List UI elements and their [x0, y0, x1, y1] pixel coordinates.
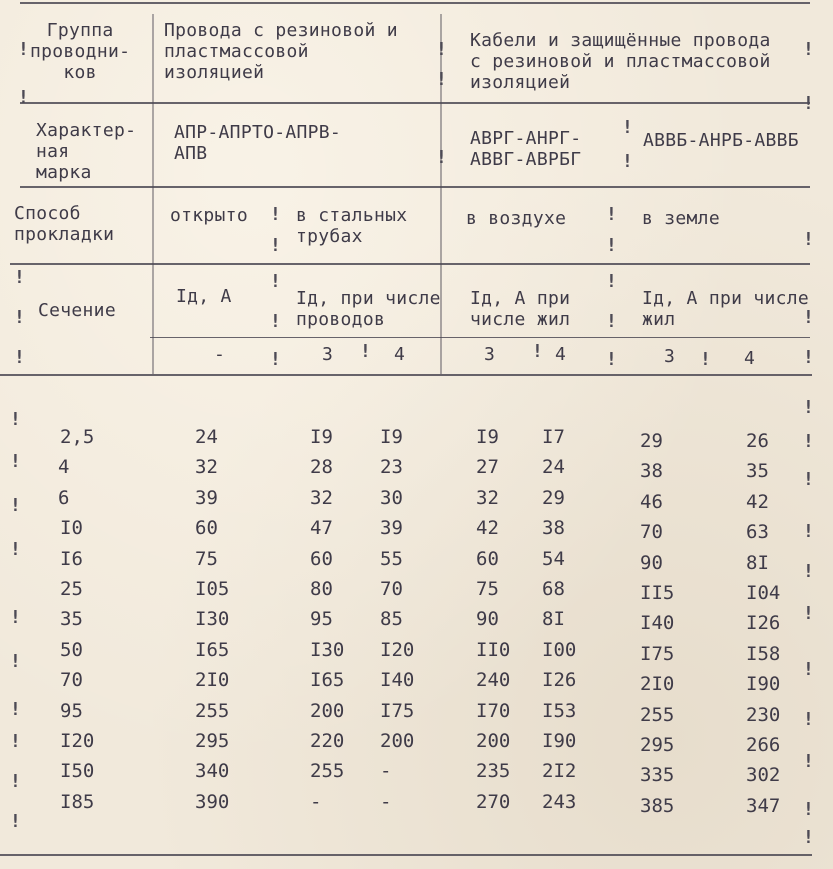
cell-ground-3: I40 — [640, 612, 675, 634]
mark: ! — [436, 69, 447, 90]
sub-header-air-4: 4 — [555, 344, 567, 365]
cell-pipes-3: 220 — [310, 730, 345, 752]
sub-header-ground-3: 3 — [664, 346, 676, 367]
mark: ! — [10, 651, 21, 672]
mark: ! — [803, 347, 814, 368]
method-open: открыто — [170, 205, 248, 226]
cell-ground-4: 8I — [746, 552, 769, 574]
cell-pipes-4: I75 — [380, 700, 415, 722]
rule-after-method — [10, 263, 810, 265]
cell-air-4: 29 — [542, 487, 565, 509]
mark: ! — [606, 235, 617, 256]
cell-pipes-3: I65 — [310, 669, 345, 691]
mark: ! — [10, 811, 21, 832]
cell-ground-3: 70 — [640, 521, 663, 543]
sub-header-air-3: 3 — [484, 344, 496, 365]
mark: ! — [700, 349, 711, 370]
group-cables: Кабели и защищённые провода с резиновой и пластмассовой изоляцией — [470, 30, 771, 93]
sub-header-pipes-4: 4 — [394, 344, 406, 365]
cell-open: 60 — [195, 517, 218, 539]
mark: ! — [803, 307, 814, 328]
cell-section: I85 — [60, 791, 95, 813]
cell-ground-3: 29 — [640, 430, 663, 452]
cell-open: I30 — [195, 608, 230, 630]
cell-air-3: 90 — [476, 608, 499, 630]
cell-pipes-4: I9 — [380, 426, 403, 448]
mark: ! — [803, 751, 814, 772]
brand-cables-air: АВРГ-АНРГ- АВВГ-АВРБГ — [470, 128, 582, 170]
cell-air-3: 235 — [476, 760, 511, 782]
cell-section: I20 — [60, 730, 95, 752]
sub-header-ground-4: 4 — [744, 348, 756, 369]
cell-open: 390 — [195, 791, 230, 813]
mark: ! — [803, 521, 814, 542]
mark: ! — [622, 117, 633, 138]
cell-air-4: I90 — [542, 730, 577, 752]
cell-ground-3: I75 — [640, 643, 675, 665]
cell-pipes-3: 28 — [310, 456, 333, 478]
cell-section: I50 — [60, 760, 95, 782]
cell-pipes-4: 23 — [380, 456, 403, 478]
col-open-header: Iд, A — [176, 286, 232, 307]
group-label: Группа проводни- ков — [30, 20, 131, 83]
col-air-header: Iд, A при числе жил — [470, 288, 571, 330]
cell-pipes-4: 30 — [380, 487, 403, 509]
cell-section: I0 — [60, 517, 83, 539]
cell-air-3: 240 — [476, 669, 511, 691]
cell-section: 6 — [58, 487, 70, 509]
cell-open: 32 — [195, 456, 218, 478]
mark: ! — [270, 204, 281, 225]
method-pipes: в стальных трубах — [296, 205, 408, 247]
cell-section: I6 — [60, 548, 83, 570]
cell-air-3: 270 — [476, 791, 511, 813]
cell-ground-4: 347 — [746, 795, 781, 817]
sub-header-pipes-3: 3 — [322, 344, 334, 365]
cell-pipes-4: I40 — [380, 669, 415, 691]
method-ground: в земле — [642, 208, 720, 229]
mark: ! — [606, 271, 617, 292]
cell-section: 4 — [58, 456, 70, 478]
cell-air-3: I70 — [476, 700, 511, 722]
rule-bottom — [0, 854, 812, 856]
rule-top — [20, 2, 810, 4]
cell-pipes-3: 32 — [310, 487, 333, 509]
cell-pipes-4: 39 — [380, 517, 403, 539]
mark: ! — [14, 307, 25, 328]
cell-air-4: 24 — [542, 456, 565, 478]
mark: ! — [270, 311, 281, 332]
mark: ! — [436, 147, 447, 168]
cell-air-4: I00 — [542, 639, 577, 661]
cell-ground-3: II5 — [640, 582, 675, 604]
cell-air-4: I53 — [542, 700, 577, 722]
cell-pipes-4: 85 — [380, 608, 403, 630]
mark: ! — [14, 267, 25, 288]
mark: ! — [360, 341, 371, 362]
cell-pipes-3: 60 — [310, 548, 333, 570]
mark: ! — [10, 451, 21, 472]
cell-pipes-3: 80 — [310, 578, 333, 600]
cell-pipes-4: - — [380, 760, 392, 782]
mark: ! — [532, 341, 543, 362]
cell-pipes-4: 200 — [380, 730, 415, 752]
col-pipes-header: Iд, при числе проводов — [296, 288, 441, 330]
cell-air-4: 8I — [542, 608, 565, 630]
cell-open: 24 — [195, 426, 218, 448]
mark: ! — [10, 607, 21, 628]
cell-ground-3: 335 — [640, 764, 675, 786]
cell-ground-3: 2I0 — [640, 673, 675, 695]
mark: ! — [803, 799, 814, 820]
mark: ! — [803, 603, 814, 624]
cell-air-3: 75 — [476, 578, 499, 600]
group-wires: Провода с резиновой и пластмассовой изоляцией — [164, 20, 398, 83]
cell-pipes-3: I30 — [310, 639, 345, 661]
mark: ! — [436, 39, 447, 60]
cell-ground-4: 302 — [746, 764, 781, 786]
mark: ! — [10, 699, 21, 720]
mark: ! — [803, 827, 814, 848]
cell-ground-4: 63 — [746, 521, 769, 543]
cell-pipes-4: 70 — [380, 578, 403, 600]
cell-pipes-3: 255 — [310, 760, 345, 782]
cell-air-3: 42 — [476, 517, 499, 539]
cell-open: 340 — [195, 760, 230, 782]
mark: ! — [10, 731, 21, 752]
cell-section: 95 — [60, 700, 83, 722]
mark: ! — [14, 347, 25, 368]
cell-ground-4: I26 — [746, 612, 781, 634]
method-air: в воздухе — [466, 208, 567, 229]
mark: ! — [803, 397, 814, 418]
cell-section: 35 — [60, 608, 83, 630]
cell-pipes-3: 47 — [310, 517, 333, 539]
cell-open: I05 — [195, 578, 230, 600]
cell-ground-3: 90 — [640, 552, 663, 574]
cell-ground-3: 295 — [640, 734, 675, 756]
mark: ! — [606, 311, 617, 332]
cell-ground-3: 385 — [640, 795, 675, 817]
mark: ! — [270, 271, 281, 292]
cell-ground-3: 255 — [640, 704, 675, 726]
cell-ground-4: 266 — [746, 734, 781, 756]
cell-air-4: 54 — [542, 548, 565, 570]
rule-after-brand — [20, 186, 810, 188]
col-divider-1 — [152, 14, 154, 374]
section-label: Сечение — [38, 300, 116, 321]
cell-ground-4: 35 — [746, 460, 769, 482]
cell-air-3: 27 — [476, 456, 499, 478]
brand-wires: АПР-АПРТО-АПРВ- АПВ — [174, 122, 342, 164]
cell-air-3: 60 — [476, 548, 499, 570]
cell-air-4: 68 — [542, 578, 565, 600]
cell-air-4: I7 — [542, 426, 565, 448]
mark: ! — [803, 93, 814, 114]
cell-section: 25 — [60, 578, 83, 600]
mark: ! — [803, 709, 814, 730]
mark: ! — [606, 204, 617, 225]
cell-open: 295 — [195, 730, 230, 752]
cell-pipes-3: I9 — [310, 426, 333, 448]
rule-after-current-header — [150, 337, 810, 338]
cell-ground-3: 38 — [640, 460, 663, 482]
cell-section: 2,5 — [60, 426, 95, 448]
mark: ! — [606, 349, 617, 370]
cell-pipes-3: - — [310, 791, 322, 813]
cell-ground-3: 46 — [640, 491, 663, 513]
mark: ! — [270, 349, 281, 370]
mark: ! — [622, 151, 633, 172]
cell-open: 39 — [195, 487, 218, 509]
mark: ! — [10, 409, 21, 430]
sub-header-dash: - — [214, 344, 226, 365]
cell-air-4: 38 — [542, 517, 565, 539]
cell-pipes-4: 55 — [380, 548, 403, 570]
cell-pipes-4: I20 — [380, 639, 415, 661]
cell-ground-4: 42 — [746, 491, 769, 513]
cell-section: 70 — [60, 669, 83, 691]
method-label: Способ прокладки — [14, 203, 115, 245]
mark: ! — [270, 235, 281, 256]
cell-open: 255 — [195, 700, 230, 722]
cell-ground-4: I04 — [746, 582, 781, 604]
mark: ! — [10, 771, 21, 792]
cell-pipes-3: 200 — [310, 700, 345, 722]
col-ground-header: Iд, A при числе жил — [642, 288, 810, 330]
cell-ground-4: 230 — [746, 704, 781, 726]
rule-after-header — [0, 374, 812, 376]
cell-pipes-3: 95 — [310, 608, 333, 630]
cell-open: 2I0 — [195, 669, 230, 691]
mark: ! — [803, 229, 814, 250]
rule-after-group — [20, 102, 810, 104]
cell-air-4: 2I2 — [542, 760, 577, 782]
cell-air-3: II0 — [476, 639, 511, 661]
mark: ! — [803, 431, 814, 452]
brand-cables-ground: АВВБ-АНРБ-АВВБ — [643, 130, 799, 151]
cell-ground-4: 26 — [746, 430, 769, 452]
mark: ! — [18, 87, 29, 108]
brand-label: Характер- ная марка — [36, 120, 137, 183]
cell-pipes-4: - — [380, 791, 392, 813]
cell-air-4: 243 — [542, 791, 577, 813]
mark: ! — [803, 659, 814, 680]
cell-open: I65 — [195, 639, 230, 661]
mark: ! — [10, 495, 21, 516]
mark: ! — [803, 39, 814, 60]
cell-air-4: I26 — [542, 669, 577, 691]
cell-ground-4: I58 — [746, 643, 781, 665]
mark: ! — [803, 561, 814, 582]
mark: ! — [10, 539, 21, 560]
cell-air-3: 200 — [476, 730, 511, 752]
cell-section: 50 — [60, 639, 83, 661]
cell-air-3: I9 — [476, 426, 499, 448]
cell-air-3: 32 — [476, 487, 499, 509]
cell-ground-4: I90 — [746, 673, 781, 695]
cell-open: 75 — [195, 548, 218, 570]
mark: ! — [18, 39, 29, 60]
mark: ! — [803, 469, 814, 490]
